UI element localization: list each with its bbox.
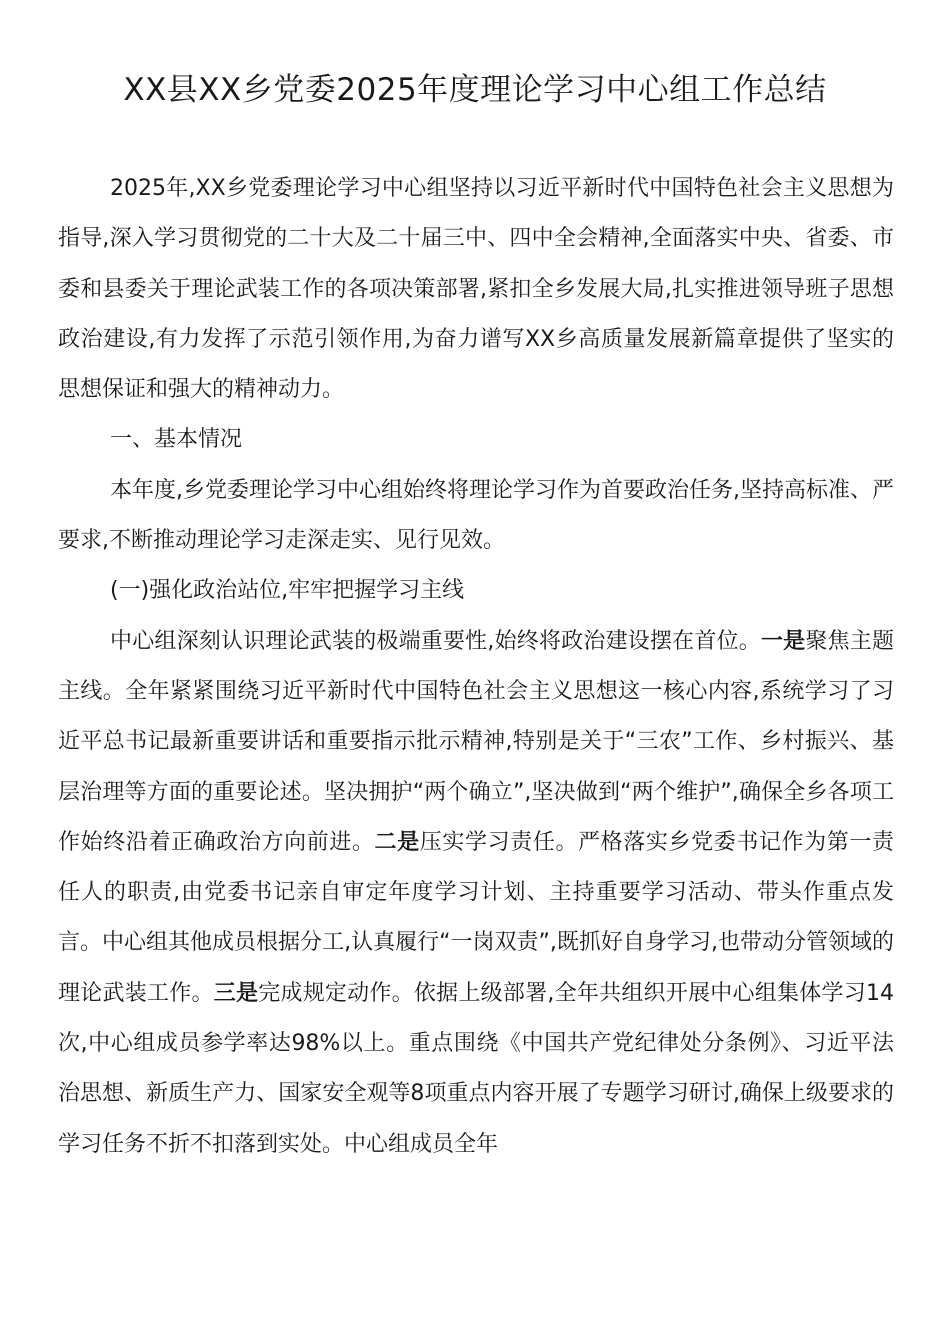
- point-marker-second: 二是: [374, 829, 420, 855]
- subsection-heading-political: (一)强化政治站位,牢牢把握学习主线: [110, 578, 465, 604]
- paragraph-text: 中心组深刻认识理论武装的极端重要性,始终将政治建设摆在首位。: [110, 628, 761, 654]
- paragraph-text: 完成规定动作。依据上级部署,全年共组织开展中心组集体学习14次,中心组成员参学率达98%以上。重点围绕《中国共产党纪律处分条例》、习近平法治思想、新质生产力、国家安全观等8项重点内容开展了专题学习研讨,确保上级要求的学习任务不折不扣落到实处。中心组成员全年: [58, 980, 894, 1157]
- point-marker-first: 一是: [760, 628, 806, 654]
- intro-paragraph: 2025年,XX乡党委理论学习中心组坚持以习近平新时代中国特色社会主义思想为指导,深入学习贯彻党的二十大及二十届三中、四中全会精神,全面落实中央、省委、市委和县委关于理论武装工作的各项决策部署,紧扣全乡发展大局,扎实推进领导班子思想政治建设,有力发挥了示范引领作用,为奋力谱写XX乡高质量发展新篇章提供了坚实的思想保证和强大的精神动力。: [58, 176, 894, 403]
- section-heading-basic: 一、基本情况: [110, 427, 243, 453]
- point-marker-third: 三是: [213, 980, 259, 1006]
- subsection-paragraph: [58, 617, 894, 1170]
- paragraph-text: 压实学习责任。严格落实乡党委书记作为第一责任人的职责,由党委书记亲自审定年度学习计划、主持重要学习活动、带头作重点发言。中心组其他成员根据分工,认真履行“一岗双责”,既抓好自身学习,也带动分管领域的理论武装工作。: [58, 829, 894, 1006]
- document-body: [58, 164, 894, 1170]
- document-title: XX县XX乡党委2025年度理论学习中心组工作总结: [123, 72, 827, 108]
- section-paragraph: 本年度,乡党委理论学习中心组始终将理论学习作为首要政治任务,坚持高标准、严要求,不断推动理论学习走深走实、见行见效。: [58, 477, 894, 554]
- paragraph-text: 聚焦主题主线。全年紧紧围绕习近平新时代中国特色社会主义思想这一核心内容,系统学习了习近平总书记最新重要讲话和重要指示批示精神,特别是关于“三农”工作、乡村振兴、基层治理等方面的重要论述。坚决拥护“两个确立”,坚决做到“两个维护”,确保全乡各项工作始终沿着正确政治方向前进。: [58, 628, 894, 855]
